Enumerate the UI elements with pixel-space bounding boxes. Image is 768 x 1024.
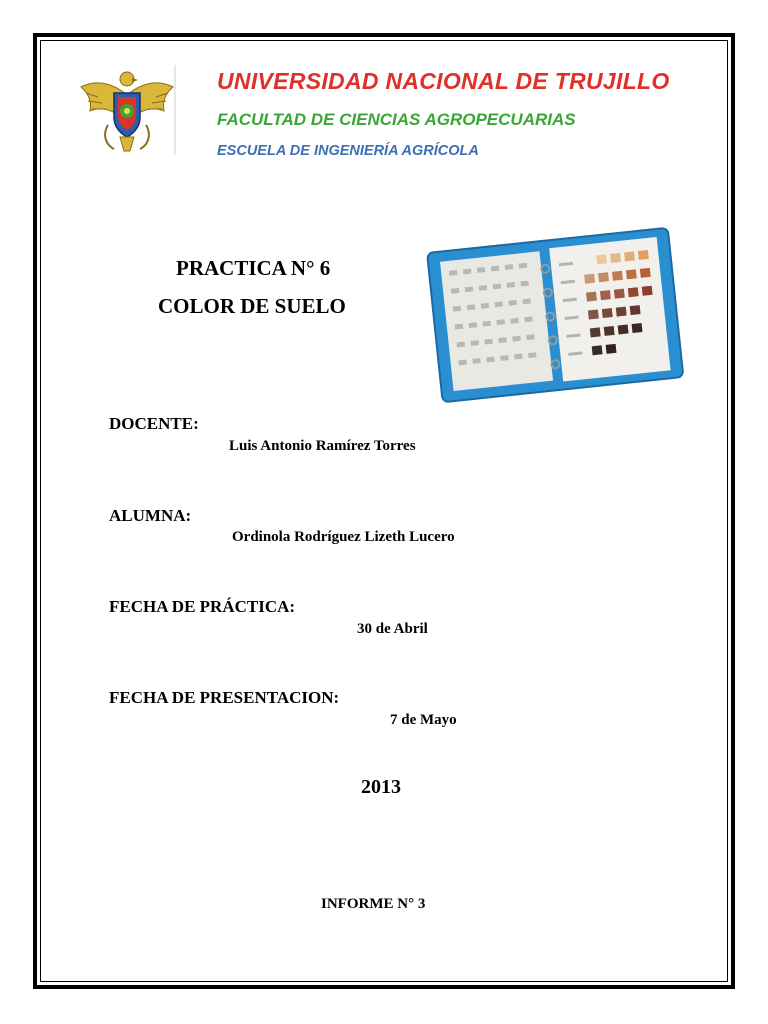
teacher-label: DOCENTE: (109, 414, 199, 433)
year: 2013 (361, 776, 401, 798)
school-title: ESCUELA DE INGENIERÍA AGRÍCOLA (217, 143, 479, 159)
presentation-date-value: 7 de Mayo (390, 712, 457, 728)
practice-number: PRACTICA N° 6 (176, 256, 331, 280)
university-title: UNIVERSIDAD NACIONAL DE TRUJILLO (217, 68, 670, 94)
student-name: Ordinola Rodríguez Lizeth Lucero (232, 529, 455, 545)
munsell-soil-color-chart-icon (424, 220, 686, 406)
teacher-name: Luis Antonio Ramírez Torres (229, 438, 416, 454)
student-label: ALUMNA: (109, 506, 192, 525)
report-number: INFORME N° 3 (321, 896, 426, 912)
practice-date-value: 30 de Abril (357, 621, 428, 637)
faculty-title: FACULTAD DE CIENCIAS AGROPECUARIAS (217, 110, 576, 129)
presentation-date-label: FECHA DE PRESENTACION: (109, 688, 340, 707)
practice-date-label: FECHA DE PRÁCTICA: (109, 597, 296, 616)
practice-topic: COLOR DE SUELO (158, 294, 346, 318)
university-eagle-crest-icon (78, 65, 176, 155)
